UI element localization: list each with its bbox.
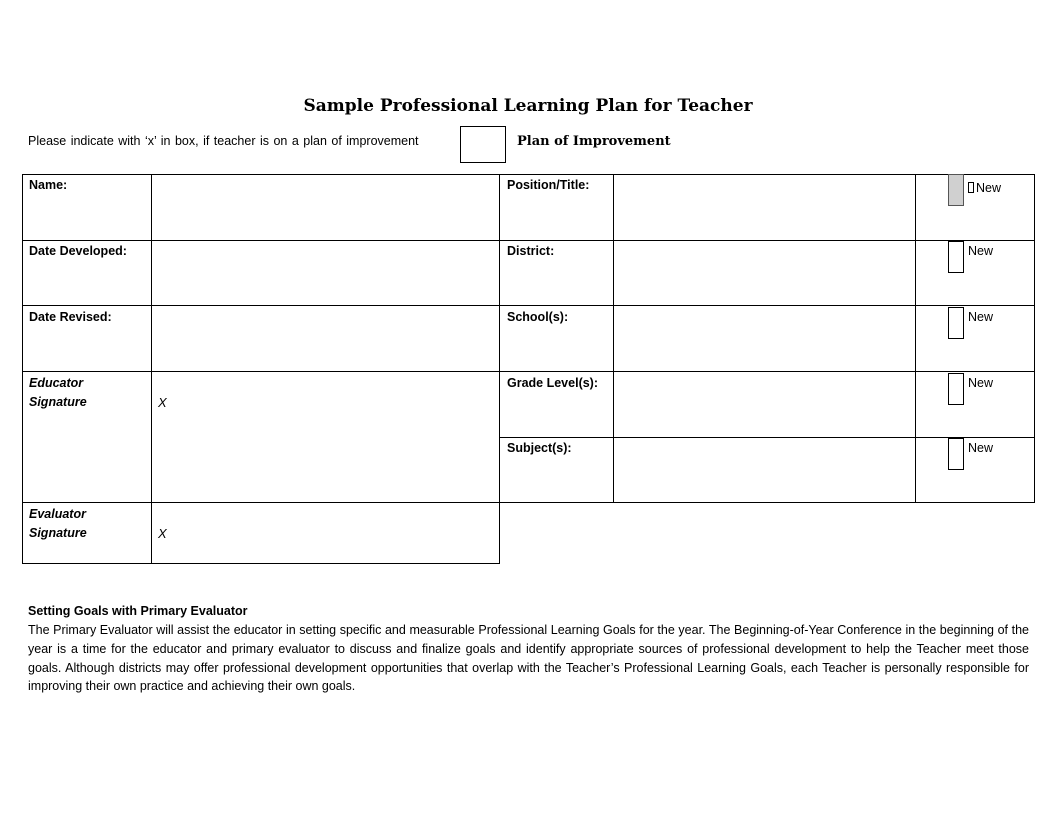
educator-signature-label (29, 374, 87, 412)
grade-level-field[interactable] (614, 372, 915, 437)
school-new-checkbox[interactable] (948, 307, 964, 339)
evaluator-signature-label-line2: Signature (29, 526, 87, 540)
improvement-prompt: Please indicate with ‘x’ in box, if teacher is on a plan of improvement (28, 134, 419, 148)
evaluator-signature-label (29, 505, 87, 543)
school-field[interactable] (614, 306, 915, 371)
school-new-label: New (968, 310, 994, 324)
subject-new-checkbox[interactable] (948, 438, 964, 470)
district-field[interactable] (614, 241, 915, 305)
page-title: Sample Professional Learning Plan for Teacher (303, 96, 753, 116)
grid-line (22, 563, 500, 564)
new-text: New (976, 181, 1002, 195)
subject-label: Subject(s): (507, 441, 572, 455)
date-developed-label: Date Developed: (29, 244, 127, 258)
grid-line (22, 174, 23, 564)
date-developed-field[interactable] (152, 241, 499, 305)
grid-line (22, 502, 1035, 503)
grade-level-label: Grade Level(s): (507, 376, 599, 390)
position-title-new-label (968, 181, 1001, 195)
grid-line (915, 174, 916, 503)
evaluator-signature-label-line1: Evaluator (29, 507, 86, 521)
subject-field[interactable] (614, 438, 915, 502)
date-revised-label: Date Revised: (29, 310, 112, 324)
section-body: The Primary Evaluator will assist the educator in setting specific and measurable Professional Learning Goals for the year. The Beginning-of-Year Conference in the beginning of the year is a time for the educator and primary evaluator to discuss and finalize goals and identify appropriate sources of professional development to help the Teacher meet those goals. Although districts may offer professional development opportunities that overlap with the Teacher’s Professional Learning Goals, each Teacher is personally responsible for improving their own practice and achieving their own goals. (28, 623, 1029, 694)
school-label: School(s): (507, 310, 569, 324)
name-field[interactable] (152, 175, 499, 240)
grade-level-new-label: New (968, 376, 994, 390)
checkbox-glyph-icon (968, 182, 974, 193)
position-title-label: Position/Title: (507, 178, 590, 192)
educator-signature-value[interactable]: X (158, 395, 167, 410)
section-heading: Setting Goals with Primary Evaluator (28, 604, 248, 618)
plan-of-improvement-label: Plan of Improvement (517, 134, 671, 149)
district-new-label: New (968, 244, 994, 258)
grade-level-new-checkbox[interactable] (948, 373, 964, 405)
plan-of-improvement-checkbox[interactable] (460, 126, 506, 163)
educator-signature-label-line2: Signature (29, 395, 87, 409)
district-new-checkbox[interactable] (948, 241, 964, 273)
educator-signature-label-line1: Educator (29, 376, 84, 390)
subject-new-label: New (968, 441, 994, 455)
district-label: District: (507, 244, 555, 258)
grid-line (499, 174, 500, 564)
position-title-new-checkbox[interactable] (948, 174, 964, 206)
evaluator-signature-value[interactable]: X (158, 526, 167, 541)
date-revised-field[interactable] (152, 306, 499, 371)
name-label: Name: (29, 178, 68, 192)
grid-line (1034, 174, 1035, 503)
position-title-field[interactable] (614, 175, 915, 240)
